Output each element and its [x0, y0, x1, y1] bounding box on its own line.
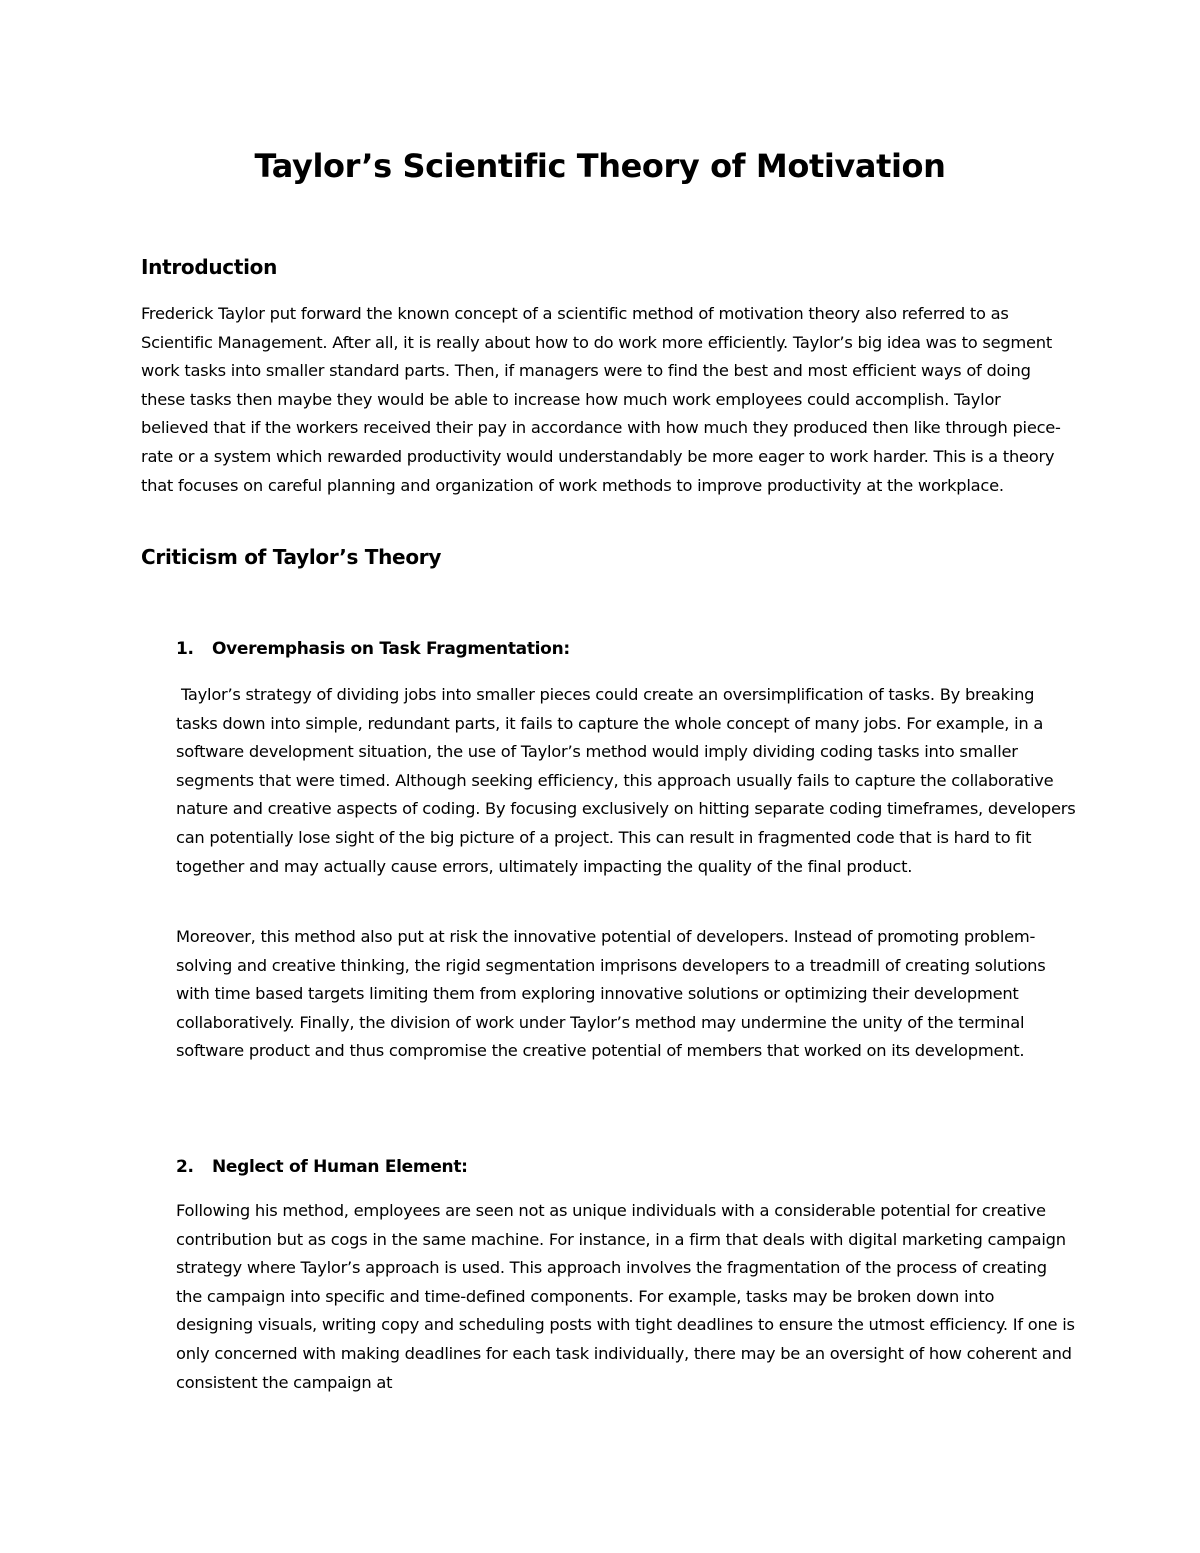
- list-number: 2.: [176, 1157, 194, 1177]
- criticism-heading: Criticism of Taylor’s Theory: [141, 545, 442, 569]
- criticism-item-2-paragraph-1: Following his method, employees are seen not as unique individuals with a considerable potential for creative contribution but as cogs in the same machine. For instance, in a firm that deals with digital marketing campaign strategy where Taylor’s approach is used. This approach involves the fragmentation of the process of creating the campaign into specific and time-defined components. For example, tasks may be broken down into designing visuals, writing copy and scheduling posts with tight deadlines to ensure the utmost efficiency. If one is only concerned with making deadlines for each task individually, there may be an oversight of how coherent and consistent the campaign at: [176, 1201, 1075, 1392]
- introduction-heading: Introduction: [141, 255, 278, 279]
- criticism-item-2-heading: [176, 1152, 468, 1182]
- list-item-heading: Overemphasis on Task Fragmentation:: [212, 639, 570, 659]
- list-number: 1.: [176, 639, 194, 659]
- criticism-item-1-paragraph-2: Moreover, this method also put at risk the innovative potential of developers. Instead of promoting problem-solving and creative thinking, the rigid segmentation imprisons developers to a treadmill of creating solutions with time based targets limiting them from exploring innovative solutions or optimizing their development collaboratively. Finally, the division of work under Taylor’s method may undermine the unity of the terminal software product and thus compromise the creative potential of members that worked on its development.: [176, 927, 1046, 1061]
- introduction-paragraph: Frederick Taylor put forward the known concept of a scientific method of motivation theory also referred to as Scientific Management. After all, it is really about how to do work more efficiently. Taylor’s big idea was to segment work tasks into smaller standard parts. Then, if managers were to find the best and most efficient ways of doing these tasks then maybe they would be able to increase how much work employees could accomplish. Taylor believed that if the workers received their pay in accordance with how much they produced then like through piece-rate or a system which rewarded productivity would understandably be more eager to work harder. This is a theory that focuses on careful planning and organization of work methods to improve productivity at the workplace.: [141, 304, 1061, 495]
- document-title: Taylor’s Scientific Theory of Motivation: [254, 147, 946, 185]
- criticism-item-1-heading: [176, 634, 570, 664]
- list-item-heading: Neglect of Human Element:: [212, 1157, 468, 1177]
- criticism-item-1-paragraph-1: Taylor’s strategy of dividing jobs into smaller pieces could create an oversimplification of tasks. By breaking tasks down into simple, redundant parts, it fails to capture the whole concept of many jobs. For example, in a software development situation, the use of Taylor’s method would imply dividing coding tasks into smaller segments that were timed. Although seeking efficiency, this approach usually fails to capture the collaborative nature and creative aspects of coding. By focusing exclusively on hitting separate coding timeframes, developers can potentially lose sight of the big picture of a project. This can result in fragmented code that is hard to fit together and may actually cause errors, ultimately impacting the quality of the final product.: [176, 685, 1081, 876]
